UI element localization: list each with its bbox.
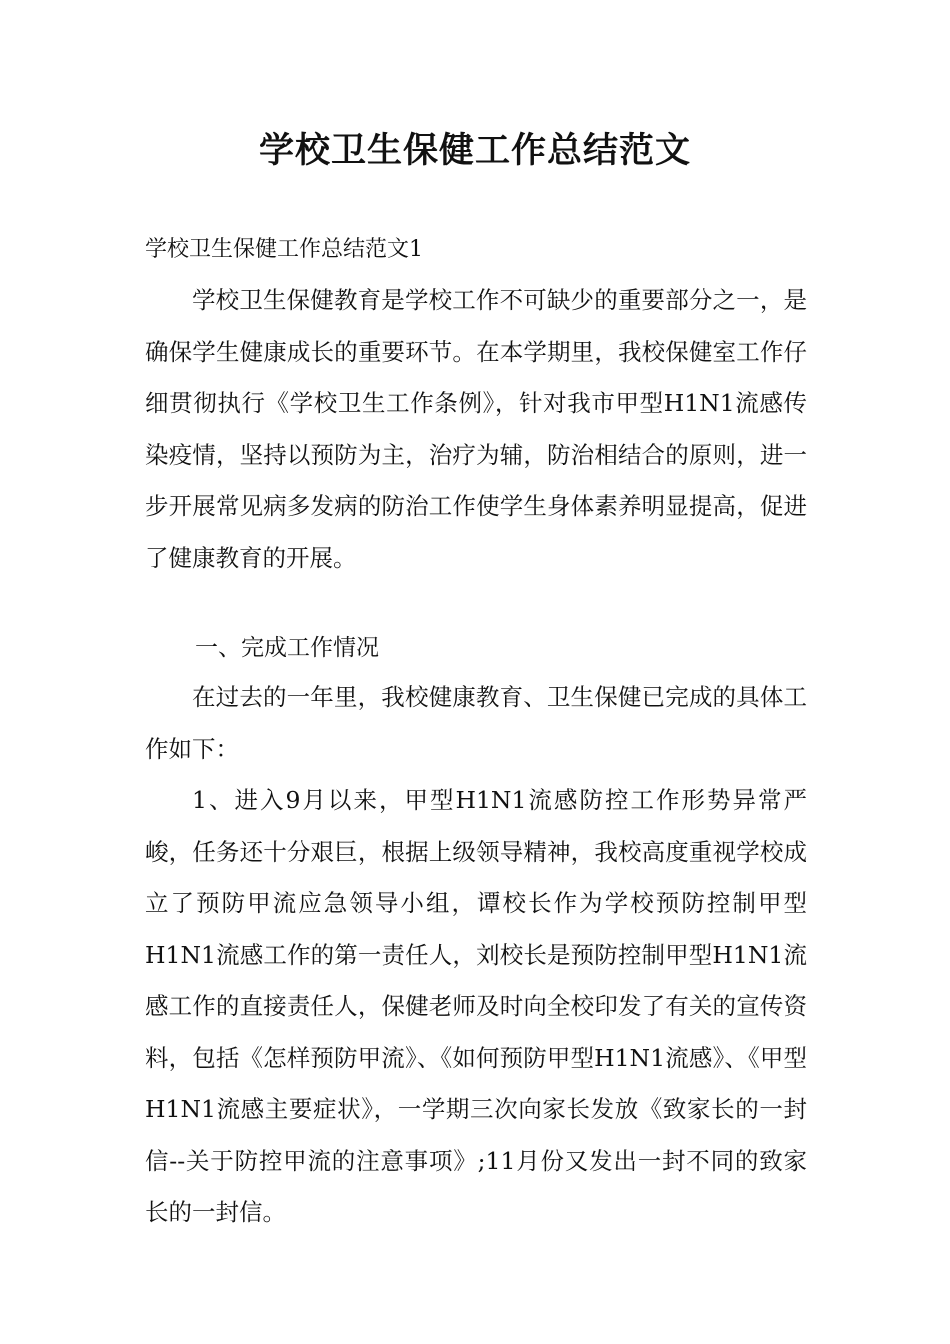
section-heading: 一、完成工作情况 [195, 635, 379, 661]
document-subtitle: 学校卫生保健工作总结范文1 [145, 237, 423, 262]
item-1-paragraph: 1、进入9月以来，甲型H1N1流感防控工作形势异常严峻，任务还十分艰巨，根据上级领导精神，我校高度重视学校成立了预防甲流应急领导小组，谭校长作为学校预防控制甲型H1N1流感工作的第一责任人，刘校长是预防控制甲型H1N1流感工作的直接责任人，保健老师及时向全校印发了有关的宣传资料，包括《怎样预防甲流》、《如何预防甲型H1N1流感》、《甲型H1N1流感主要症状》，一学期三次向家长发放《致家长的一封信--关于防控甲流的注意事项》;11月份又发出一封不同的致家长的一封信。 [145, 786, 807, 1226]
document-title: 学校卫生保健工作总结范文 [258, 131, 691, 171]
intro-paragraph: 学校卫生保健教育是学校工作不可缺少的重要部分之一，是确保学生健康成长的重要环节。在本学期里，我校保健室工作仔细贯彻执行《学校卫生工作条例》，针对我市甲型H1N1流感传染疫情，坚持以预防为主，治疗为辅，防治相结合的原则，进一步开展常见病多发病的防治工作使学生身体素养明显提高，促进了健康教育的开展。 [145, 286, 807, 572]
section-intro-paragraph: 在过去的一年里，我校健康教育、卫生保健已完成的具体工作如下： [145, 683, 807, 763]
